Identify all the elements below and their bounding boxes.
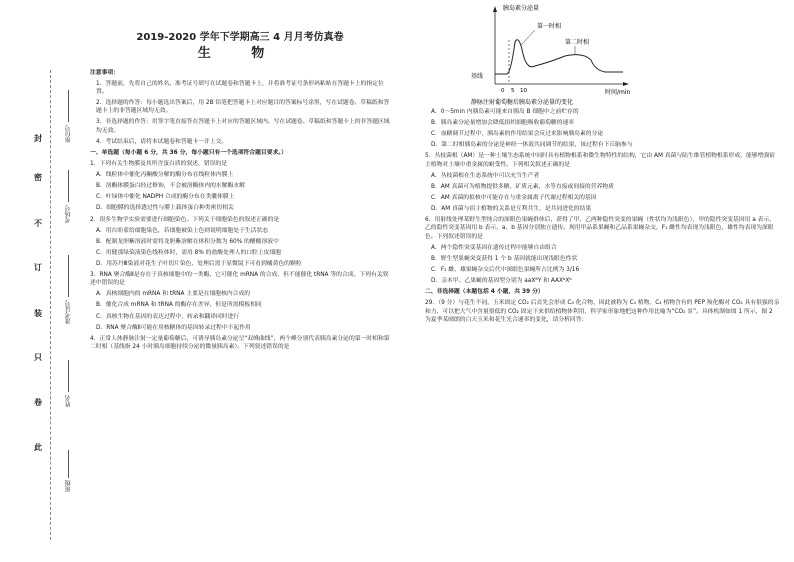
figure-container — [425, 0, 780, 108]
name-field: 姓名 — [65, 395, 72, 407]
left-column — [90, 0, 390, 354]
insulin-secretion-figure — [425, 0, 780, 108]
notice-item: 2．选择题的作答：每小题选出答案后，用 2B 铅笔把答题卡上对应题目的答案标号涂黑，写在试题卷、草稿纸和答题卡上的非答题区域均无效。 — [96, 100, 390, 115]
option: B．AM 真菌可为植物提供多糖、矿质元素、水等直接或间接的营养物质 — [431, 183, 614, 190]
option: D．第二时相胰岛素的分泌是神经一体液共同调节的结果，该过程有下丘脑参与 — [431, 142, 633, 149]
option: B．胰岛素分泌量增加会降低组织细胞吸收葡萄糖的速率 — [431, 120, 575, 127]
binding-sidebar — [0, 0, 92, 562]
option: B．催化合成 mRNA 和 tRNA 的酶存在差异，但是所需模板相同 — [96, 302, 262, 309]
exam-title: 2019-2020 学年下学期高三 4 月月考仿真卷 — [136, 32, 344, 43]
seal-char: 不 — [34, 219, 42, 228]
option: A．用台盼蓝给细胞染色，若细胞被染上色则说明细胞处于生活状态 — [96, 227, 269, 234]
question-stem: 6．用射线处理某野生型纯合的深眼色果蝇群体后，获得了甲、乙两种隐性突变的果蝇（性状均为浅眼色），甲的隐性突变基因用 a 表示，乙的隐性突变基因用 b 表示，a、b 基因分别独立遗传。现用甲品系果蝇和乙品系果蝇杂交，F₁ 雌性均表现为浅眼色，雄性均表现为深眼色。下列叙述错误的是 — [425, 217, 776, 240]
phase1-label: 第一时相 — [537, 23, 562, 30]
notice-heading: 注意事项： — [90, 69, 119, 76]
baseline-label: 基线 — [471, 73, 484, 80]
ticket-number-field: 准考证号 — [65, 300, 72, 324]
x-tick: 10 — [520, 88, 527, 94]
option: A．真核细胞内的 mRNA 和 tRNA 主要是在细胞核内合成的 — [96, 291, 251, 298]
question-stem: 3．RNA 聚合酶Ⅱ是存在于真核细胞中的一类酶，它可催化 mRNA 的合成，但不能催化 tRNA 等的合成。下列有关叙述中错误的是 — [90, 271, 389, 287]
field-underline — [68, 170, 69, 202]
subject-title: 生 物 — [197, 46, 283, 62]
field-underline — [68, 255, 69, 297]
option: D．RNA 聚合酶Ⅱ可能在用核糖体的基因转录过程中不起作用 — [96, 324, 251, 331]
seal-char: 订 — [34, 263, 42, 272]
option: A．两个隐性突变基因在遗传过程中能够自由组合 — [431, 244, 557, 251]
question-stem: 4．正常人体静脉注射一定量葡萄糖后，可诱导胰岛素分泌呈“双峰曲线”，两个峰分别代表胰岛素分泌的第一时相和第二时相（基线指 24 小时胰岛细胞持续分泌的微量胰岛素）。下列叙述错误的是 — [90, 335, 390, 351]
option: C．F₁ 雌、雄果蝇杂交后代中深眼色果蝇所占比例为 3/16 — [431, 267, 580, 274]
right-column — [425, 0, 780, 327]
notice-item: 3．非选择题的作答：用签字笔直接答在答题卡上对应的答题区域内。写在试题卷、草稿纸和答题卡上的非答题区域均无效。 — [96, 119, 390, 134]
seal-char: 封 — [34, 134, 42, 143]
option: A．线粒体中催化丙酮酸分解的酶分布在线粒体内膜上 — [96, 172, 234, 179]
x-axis-label: 时间/min — [605, 89, 631, 96]
seat-number-field: 座位号 — [65, 125, 72, 143]
option: D．细胞膜的选择透过性与膜上载体蛋白种类密切相关 — [96, 205, 234, 212]
option: C．叶绿体中催化 NADPH 合成的酶分布在类囊体膜上 — [96, 194, 235, 201]
figure-caption: 静脉注射葡萄糖后胰岛素分泌量的变化 — [471, 99, 574, 106]
option: D．AM 真菌与宿主植物的关系是互利共生，是共同进化的结果 — [431, 206, 592, 213]
option: B．溶酶体膜蛋白经过修饰，不会被溶酶体内的水解酶水解 — [96, 183, 245, 190]
option: A．丛枝菌根在生态系统中可以充当生产者 — [431, 172, 540, 179]
option: C．真核生物在基因的表达过程中，转录和翻译同时进行 — [96, 313, 240, 320]
seal-char: 卷 — [34, 398, 42, 407]
phase2-label: 第二时相 — [565, 39, 590, 46]
exam-room-field: 考场号 — [65, 205, 72, 223]
seal-char: 装 — [34, 309, 42, 318]
question-stem: 29．（9 分）与花生不同，玉米固定 CO₂ 后首先会形成 C₄ 化合物，因此被称为 C₄ 植物。C₄ 植物含有的 PEP 羧化酶对 CO₂ 具有很强的亲和力，可以把大气中含量很低的 CO₂ 固定下来供给植物体利用，科学家形象地把这种作用比喻为“CO₂ 泵”。具体机制如图 1 所示，图 2 为夏季某晴朗的白天玉米和花生光合速率的变化，请分析回答： — [425, 300, 780, 323]
x-tick: 0 — [501, 88, 505, 94]
question-stem: 2．很多生物学实验需要进行细胞染色。下列关于细胞染色的叙述正确的是 — [90, 216, 280, 223]
option: B．野生型果蝇突变获得 1 个 b 基因就能出现浅眼色性状 — [431, 255, 578, 262]
y-axis-label: 胰岛素分泌量 — [503, 5, 540, 12]
option: B．配制龙胆紫溶液时需将龙胆紫溶解在体积分数为 60% 的醋酸溶液中 — [96, 238, 279, 245]
notice-item: 4．考试结束后，请将本试题卷和答题卡一并上交。 — [96, 138, 228, 145]
secretion-curve — [495, 40, 623, 74]
option: D．用苏丹Ⅲ染液对花生子叶切片染色，处理后需于显微镜下可看到橘黄色的颗粒 — [96, 260, 302, 267]
phase1-pointer — [521, 30, 535, 45]
option: C．用健那绿染液染色线粒体时，需用 8% 的盐酸处理人的口腔上皮细胞 — [96, 249, 282, 256]
option: C．AM 真菌的拟核中可能存在与重金属离子代谢过程相关的基因 — [431, 194, 597, 201]
seal-char: 密 — [34, 173, 42, 182]
x-tick: 5 — [511, 88, 515, 94]
class-field: 班级 — [65, 480, 72, 492]
question-stem: 1．下列有关生物膜及其所含蛋白质的叙述，错误的是 — [90, 161, 228, 168]
option: C．血糖调节过程中，胰岛素的作用结果会反过来影响胰岛素的分泌 — [431, 131, 604, 138]
field-underline — [68, 90, 69, 122]
binding-line — [50, 70, 51, 540]
section1-heading: 一、单选题（每小题 6 分，共 36 分，每小题只有一个选项符合题目要求。） — [90, 149, 287, 156]
x-axis-arrow — [623, 82, 629, 86]
option: D．亲本甲、乙果蝇的基因型分别为 aaXᴮY 和 AAXᵇXᵇ — [431, 278, 572, 285]
y-axis-arrow — [493, 6, 497, 12]
option: A．0～5min 内胰岛素可能来自胰岛 B 细胞中之前贮存的 — [431, 109, 579, 115]
field-underline — [68, 450, 69, 478]
notice-item: 1．答题前，先将自己的姓名、准考证号填写在试题卷和答题卡上，并将准考证号条形码粘贴在答题卡上的指定位置。 — [96, 80, 384, 95]
question-stem: 5．丛枝菌根（AM）是一种土壤生态系统中同时具有植物根系和微生物特性的结构，它由 AM 真菌与陆生维管植物根系形成，能够增强宿主植物对土壤中重金属的耐受性。下列相关叙述正确的是 — [425, 153, 775, 168]
field-underline — [68, 360, 69, 392]
section2-heading: 二、非选择题（本题包括 4 小题，共 39 分） — [425, 289, 544, 296]
seal-char: 只 — [34, 353, 42, 362]
seal-char: 此 — [34, 443, 42, 452]
